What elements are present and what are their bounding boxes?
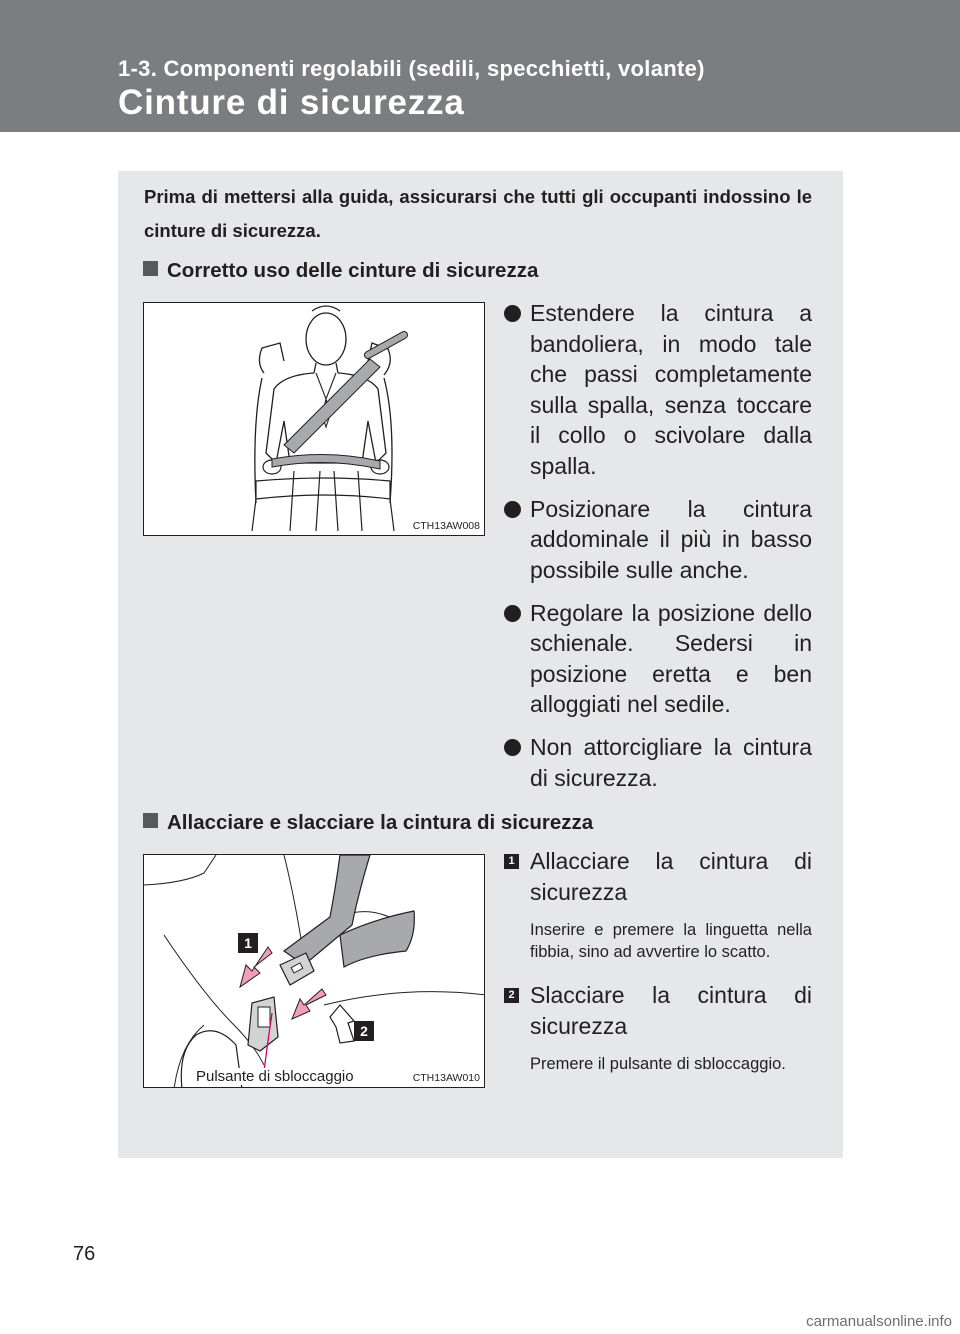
round-bullet-icon (504, 501, 521, 518)
seated-occupant-illustration (144, 303, 485, 536)
figure-buckle (143, 854, 485, 1088)
step-item (504, 846, 812, 963)
intro-text: Prima di mettersi alla guida, assicurarsi che tutti gli occupanti indossino le cinture di sicurezza. (144, 186, 812, 241)
step-number-badge: 1 (504, 854, 519, 869)
step-description: Inserire e premere la linguetta nella fibbia, sino ad avvertire lo scatto. (530, 921, 812, 961)
round-bullet-icon (504, 605, 521, 622)
step-title: Allacciare la cintura di sicurezza (530, 848, 812, 905)
square-bullet-icon (143, 261, 158, 276)
list-item (504, 732, 812, 793)
bullet-text: Regolare la posizione dello schienale. Sedersi in posizione eretta e ben alloggiati nel sedile. (530, 599, 812, 717)
figure-caption: Pulsante di sbloccaggio (196, 1068, 354, 1085)
figure-seated-occupant (143, 302, 485, 536)
section-heading-correct-use (143, 259, 538, 283)
buckle-illustration (144, 855, 485, 1088)
list-item (504, 298, 812, 481)
section-breadcrumb: 1-3. Componenti regolabili (sedili, specchietti, volante) (118, 56, 705, 81)
figure-code: CTH13AW010 (412, 1072, 480, 1084)
step-description: Premere il pulsante di sbloccaggio. (530, 1055, 786, 1073)
page-title: Cinture di sicurezza (118, 83, 465, 122)
bullet-text: Estendere la cintura a bandoliera, in modo tale che passi completamente sulla spalla, senza toccare il collo o scivolare dalla spalla. (530, 300, 812, 479)
step-title: Slacciare la cintura di sicurezza (530, 982, 812, 1039)
watermark: carmanualsonline.info (806, 1313, 952, 1330)
section-heading-text: Allacciare e slacciare la cintura di sicurezza (167, 811, 594, 834)
bullet-text: Posizionare la cintura addominale il più in basso possibile sulle anche. (530, 495, 812, 583)
section-heading-fasten (143, 811, 593, 835)
correct-use-bullet-list (504, 298, 812, 806)
fasten-steps (504, 846, 812, 1076)
tag-1: 1 (244, 935, 252, 951)
page-number: 76 (73, 1243, 96, 1265)
step-number-badge: 2 (504, 988, 519, 1003)
round-bullet-icon (504, 305, 521, 322)
tag-2: 2 (360, 1023, 368, 1039)
step-item (504, 980, 812, 1076)
round-bullet-icon (504, 739, 521, 756)
page-header (0, 0, 960, 132)
list-item (504, 598, 812, 720)
figure-code: CTH13AW008 (412, 520, 480, 532)
bullet-text: Non attorcigliare la cintura di sicurezza. (530, 734, 812, 791)
square-bullet-icon (143, 813, 158, 828)
section-heading-text: Corretto uso delle cinture di sicurezza (167, 259, 539, 282)
list-item (504, 494, 812, 586)
